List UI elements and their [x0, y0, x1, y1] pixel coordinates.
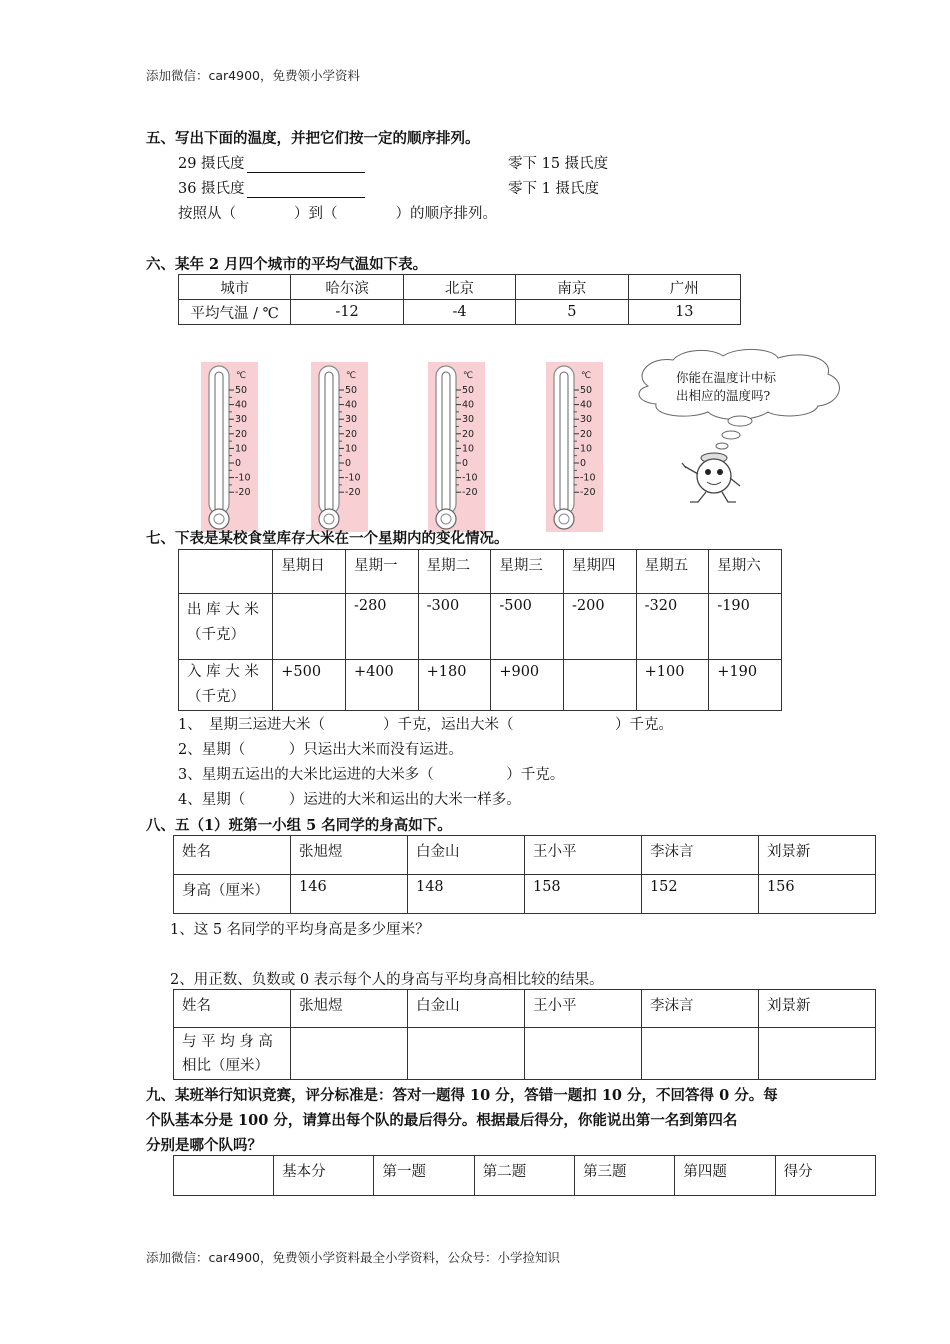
table-header: 第四题 [675, 1156, 775, 1196]
table-header: 广州 [628, 275, 740, 300]
row-label-out: 出 库 大 米 （千克） [179, 594, 273, 660]
thermometer-tick-label: -20 [345, 487, 361, 499]
thermometer-tick-label: -10 [462, 472, 478, 484]
table-header: 城市 [179, 275, 291, 300]
thermometer-tick-label: 0 [235, 458, 242, 469]
table-cell[interactable] [273, 594, 346, 660]
table-header: 北京 [403, 275, 515, 300]
table-header: 哈尔滨 [291, 275, 403, 300]
thermometer-icon [428, 362, 485, 532]
table-header: 张旭煜 [291, 990, 408, 1028]
table-cell: -12 [291, 300, 403, 325]
thermometer-tick-label: -10 [235, 472, 251, 484]
q8-sub-1: 1、这 5 名同学的平均身高是多少厘米？ [170, 922, 430, 938]
table-header: 南京 [516, 275, 628, 300]
thermometer-tick-label: 0 [345, 458, 352, 469]
thermometer-guangzhou[interactable] [546, 362, 603, 532]
thermometer-tick-label: 0 [580, 458, 587, 469]
thermometer-unit: ℃ [581, 371, 592, 381]
table-cell: 152 [641, 875, 758, 914]
table-header: 第三题 [575, 1156, 675, 1196]
table-cell: -4 [403, 300, 515, 325]
table-header: 刘景新 [759, 990, 876, 1028]
thermometer-tick-label: -20 [462, 487, 478, 499]
table-header: 星期二 [418, 550, 491, 594]
thermometer-icon [546, 362, 603, 532]
q8-title: 八、五（1）班第一小组 5 名同学的身高如下。 [146, 817, 452, 834]
table-header: 李沫言 [642, 990, 759, 1028]
q7-sub-2: 2、星期（ ）只运出大米而没有运进。 [178, 742, 463, 758]
thermometer-tick-label: 50 [462, 385, 475, 396]
thermometer-tick-label: 30 [345, 414, 358, 426]
q9-line-2: 个队基本分是 100 分，请算出每个队的最后得分。根据最后得分，你能说出第一名到第四名 [146, 1112, 738, 1129]
table-header: 刘景新 [758, 836, 875, 875]
q5-order: 按照从（ ）到（ ）的顺序排列。 [178, 206, 497, 222]
table-header: 姓名 [174, 836, 291, 875]
q5-item-3: 36 摄氏度 [178, 177, 365, 198]
table-cell[interactable] [291, 1028, 408, 1080]
q9-line-1: 九、某班举行知识竞赛，评分标准是：答对一题得 10 分，答错一题扣 10 分，不回答得 0 分。每 [146, 1087, 778, 1104]
height-compare-table [173, 989, 876, 1080]
page-footer: 添加微信：car4900，免费领小学资料最全小学资料，公众号：小学捡知识 [146, 1250, 560, 1265]
table-header: 星期三 [491, 550, 564, 594]
thermometer-tick-label: -20 [580, 487, 596, 499]
table-cell: 156 [758, 875, 875, 914]
row-label-in: 入 库 大 米 （千克） [179, 660, 273, 711]
table-cell[interactable] [408, 1028, 525, 1080]
thermometer-tick-label: -20 [235, 487, 251, 499]
table-header: 星期四 [564, 550, 637, 594]
thermometer-tick-label: 20 [462, 428, 475, 440]
thermometer-tick-label: 40 [235, 399, 248, 411]
q5-item-1: 29 摄氏度 [178, 152, 365, 173]
page-header: 添加微信：car4900，免费领小学资料 [146, 68, 360, 83]
table-header: 李沫言 [641, 836, 758, 875]
table-cell: -300 [418, 594, 491, 660]
answer-blank[interactable] [247, 183, 365, 198]
thermometer-tick-label: 50 [235, 385, 248, 396]
table-cell[interactable] [525, 1028, 642, 1080]
thermometer-tick-label: 10 [235, 443, 248, 455]
q5-item-2: 零下 15 摄氏度 [508, 156, 609, 172]
table-cell: +500 [273, 660, 346, 711]
table-header: 基本分 [274, 1156, 374, 1196]
table-header: 姓名 [174, 990, 291, 1028]
city-temperature-table [178, 274, 741, 325]
q8-sub-2: 2、用正数、负数或 0 表示每个人的身高与平均身高相比较的结果。 [170, 972, 604, 988]
thermometer-harbin[interactable] [201, 362, 258, 532]
thermometer-tick-label: 10 [580, 443, 593, 455]
thermometer-tick-label: 30 [580, 414, 593, 426]
table-cell: +190 [709, 660, 782, 711]
table-cell: +400 [345, 660, 418, 711]
bubble-line-1: 你能在温度计中标 [676, 370, 777, 385]
table-header: 王小平 [524, 836, 641, 875]
table-header [174, 1156, 274, 1196]
table-header: 王小平 [525, 990, 642, 1028]
table-cell: 13 [628, 300, 740, 325]
thermometer-tick-label: 30 [462, 414, 475, 426]
thermometer-unit: ℃ [463, 371, 474, 381]
q5-title: 五、写出下面的温度，并把它们按一定的顺序排列。 [146, 130, 480, 147]
thermometer-tick-label: 40 [580, 399, 593, 411]
thermometer-tick-label: 10 [462, 443, 475, 455]
thermometer-icon [201, 362, 258, 532]
thermometer-nanjing[interactable] [428, 362, 485, 532]
thermometer-tick-label: 40 [345, 399, 358, 411]
table-cell: +180 [418, 660, 491, 711]
table-cell: 158 [524, 875, 641, 914]
table-cell: -190 [709, 594, 782, 660]
table-header: 白金山 [407, 836, 524, 875]
q7-sub-4: 4、星期（ ）运进的大米和运出的大米一样多。 [178, 792, 521, 808]
table-header: 得分 [775, 1156, 875, 1196]
row-label-compare: 与 平 均 身 高 相比（厘米） [174, 1028, 291, 1080]
table-cell[interactable] [564, 660, 637, 711]
thermometer-tick-label: -10 [345, 472, 361, 484]
bubble-line-2: 出相应的温度吗? [676, 388, 771, 403]
table-cell: +100 [636, 660, 709, 711]
q7-sub-1: 1、 星期三运进大米（ ）千克，运出大米（ ）千克。 [178, 717, 673, 733]
table-cell: -320 [636, 594, 709, 660]
table-cell: 平均气温 / ℃ [179, 300, 291, 325]
table-cell: 148 [407, 875, 524, 914]
score-table [173, 1155, 876, 1196]
thermometer-tick-label: 40 [462, 399, 475, 411]
table-header [179, 550, 273, 594]
thermometer-tick-label: 20 [345, 428, 358, 440]
table-cell: 146 [291, 875, 408, 914]
thermometer-tick-label: -10 [580, 472, 596, 484]
thermometer-tick-label: 50 [345, 385, 358, 396]
answer-blank[interactable] [247, 158, 365, 173]
table-header: 星期日 [273, 550, 346, 594]
thermometer-unit: ℃ [346, 371, 357, 381]
table-cell: +900 [491, 660, 564, 711]
q9-line-3: 分别是哪个队吗？ [146, 1137, 262, 1154]
thermometer-tick-label: 20 [580, 428, 593, 440]
table-header: 星期一 [345, 550, 418, 594]
table-cell: -280 [345, 594, 418, 660]
height-table [173, 835, 876, 914]
rice-stock-table [178, 549, 782, 711]
table-cell[interactable] [642, 1028, 759, 1080]
table-header: 星期六 [709, 550, 782, 594]
cartoon-mascot-icon [670, 446, 750, 508]
table-header: 第一题 [374, 1156, 474, 1196]
thermometer-unit: ℃ [236, 371, 247, 381]
thermometer-tick-label: 50 [580, 385, 593, 396]
table-cell: 身高（厘米） [174, 875, 291, 914]
table-cell: -200 [564, 594, 637, 660]
table-header: 第二题 [474, 1156, 574, 1196]
thermometer-icon [311, 362, 368, 532]
table-header: 张旭煜 [291, 836, 408, 875]
q5-item-4: 零下 1 摄氏度 [508, 181, 599, 197]
table-cell: -500 [491, 594, 564, 660]
table-cell: 5 [516, 300, 628, 325]
table-header: 白金山 [408, 990, 525, 1028]
thermometer-tick-label: 20 [235, 428, 248, 440]
thermometer-beijing[interactable] [311, 362, 368, 532]
thermometer-tick-label: 0 [462, 458, 469, 469]
q7-sub-3: 3、星期五运出的大米比运进的大米多（ ）千克。 [178, 767, 565, 783]
table-cell[interactable] [759, 1028, 876, 1080]
table-header: 星期五 [636, 550, 709, 594]
thermometer-tick-label: 10 [345, 443, 358, 455]
thermometer-tick-label: 30 [235, 414, 248, 426]
q6-title: 六、某年 2 月四个城市的平均气温如下表。 [146, 256, 428, 273]
q7-title: 七、下表是某校食堂库存大米在一个星期内的变化情况。 [146, 530, 509, 547]
